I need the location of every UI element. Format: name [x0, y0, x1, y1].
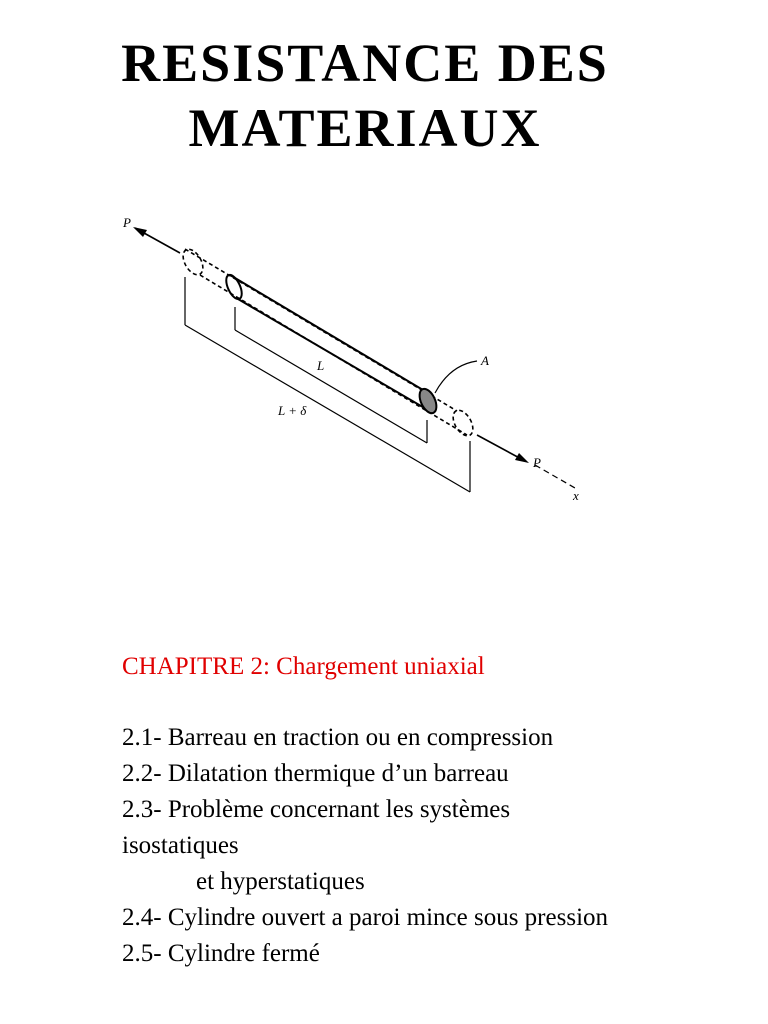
label-P-right: P — [533, 455, 541, 470]
label-P-left: P — [123, 215, 131, 230]
section-item: 2.5- Cylindre fermé — [122, 940, 320, 967]
title-line-1: RESISTANCE DES — [121, 33, 609, 93]
label-L: L — [317, 358, 325, 373]
bar-left-end — [223, 273, 245, 302]
section-item: 2.2- Dilatation thermique d’un barreau — [122, 760, 509, 787]
bar-diagram — [105, 195, 605, 515]
x-axis-line — [535, 465, 575, 488]
section-item: 2.4- Cylindre ouvert a paroi mince sous pression — [122, 904, 609, 931]
dashed-right-end — [449, 407, 477, 439]
bar-tension-figure — [105, 195, 605, 515]
bar-bottom-edge — [238, 299, 433, 413]
label-A: A — [481, 353, 489, 368]
section-item-continued: et hyperstatiques — [196, 868, 365, 895]
area-leader — [435, 361, 477, 393]
bar-top-edge — [230, 275, 423, 390]
label-L-delta: L + δ — [278, 403, 307, 418]
section-item: 2.1- Barreau en traction ou en compression — [122, 724, 554, 751]
section-item-continued: isostatiques — [122, 832, 239, 859]
section-item: 2.3- Problème concernant les systèmes — [122, 796, 511, 823]
section-list — [122, 720, 742, 972]
chapter-heading: CHAPITRE 2: Chargement uniaxial — [122, 653, 485, 680]
arrowhead-left — [133, 227, 147, 237]
dashed-left-end — [179, 246, 207, 278]
arrowhead-right — [515, 453, 529, 463]
dimension-L — [235, 330, 427, 443]
label-x: x — [573, 488, 579, 503]
title-line-2: MATERIAUX — [188, 98, 542, 158]
